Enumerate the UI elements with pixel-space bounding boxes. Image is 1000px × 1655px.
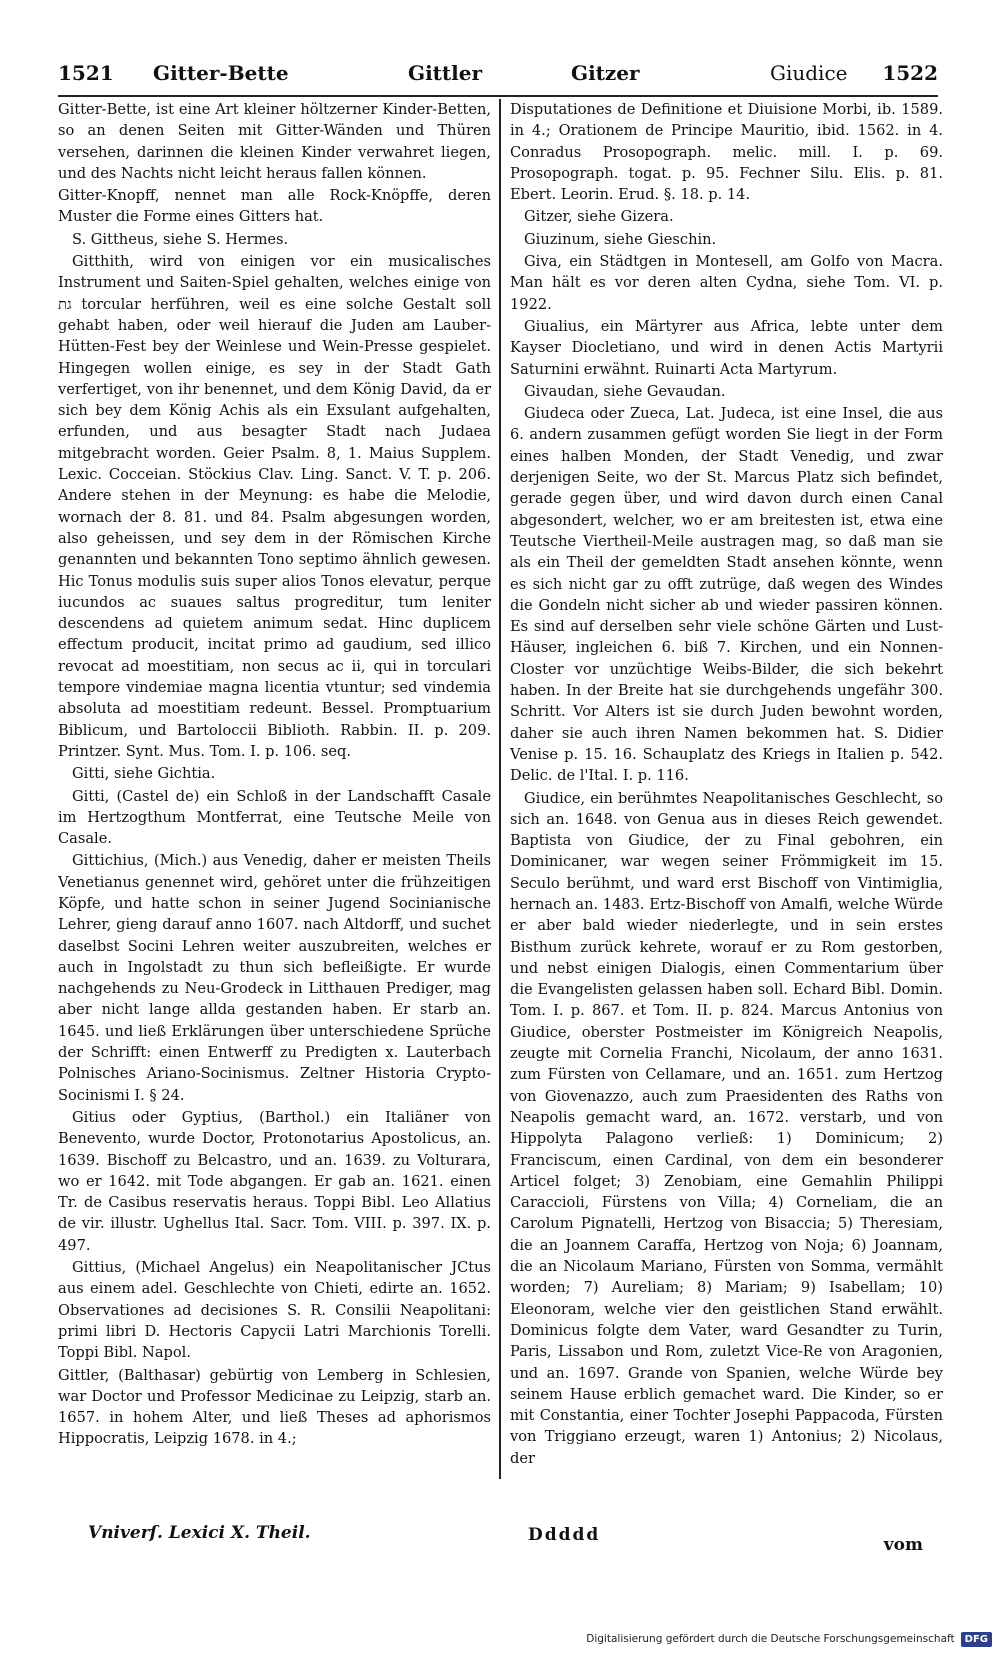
catchword: vom [883, 1535, 923, 1555]
header-keyword-1: Gitter-Bette [153, 61, 289, 85]
entry-giva: Giva, ein Städtgen in Montesell, am Golfo von Macra. Man hält es vor deren alten Cydna, siehe Tom. VI. p. 1922. [510, 253, 943, 313]
text-columns [58, 99, 943, 1519]
entry-gitti-ref: Gitti, siehe Gichtia. [72, 765, 216, 783]
entry-giuzinum: Giuzinum, siehe Gieschin. [524, 230, 717, 248]
left-column [58, 99, 491, 1519]
header-keyword-3: Gitzer [571, 61, 640, 85]
header-keyword-2: Gittler [408, 61, 483, 85]
entry-gittius: Gittius, (Michael Angelus) ein Neapolitanischer JCtus aus einem adel. Geschlechte von Chieti, edirte an. 1652. Observationes ad decisiones S. R. Consilii Neapolitani: primi libri D. Hectoris Capycii Latri Marchionis Torelli. Toppi Bibl. Napol. [58, 1259, 491, 1362]
entry-gittler: Gittler, (Balthasar) gebürtig von Lemberg in Schlesien, war Doctor und Professor Medicinae zu Leipzig, starb an. 1657. in hohem Alter, und ließ Theses ad aphorismos Hippocratis, Leipzig 1678. in 4.; [58, 1366, 491, 1448]
dfg-logo-icon: DFG [961, 1632, 992, 1647]
entry-givaudan: Givaudan, siehe Gevaudan. [524, 382, 726, 400]
entry-gittler-continued: Disputationes de Definitione et Diuisione Morbi, ib. 1589. in 4.; Orationem de Principe Mauritio, ibid. 1562. in 4. Conradus Prosopograph. melic. mill. I. p. 69. Prosopograph. togat. p. 95. Fechner Silu. Elis. p. 81. Ebert. Leorin. Erud. §. 18. p. 14. [510, 101, 943, 204]
digitization-credit [586, 1629, 992, 1649]
entry-giualius: Giualius, ein Märtyrer aus Africa, lebte unter dem Kayser Diocletiano, und wird in denen Actis Martyrii Saturnini erwähnt. Ruinarti Acta Martyrum. [510, 317, 943, 378]
book-page [58, 55, 943, 1635]
entry-gittheus: S. Gittheus, siehe S. Hermes. [72, 230, 289, 248]
gathering-mark: Ddddd [528, 1525, 601, 1545]
entry-gitti-castel: Gitti, (Castel de) ein Schloß in der Landschafft Casale im Hertzogthum Montferrat, eine Teutsche Meile von Casale. [58, 787, 491, 848]
entry-gitter-bette: Gitter-Bette, ist eine Art kleiner höltzerner Kinder-Betten, so an denen Seiten mit Gitter-Wänden und Thüren versehen, darinnen die kleinen Kinder verwahret liegen, und des Nachts nicht leicht heraus fallen können. [58, 101, 491, 182]
header-keyword-4: Giudice [770, 61, 848, 85]
page-number-left: 1521 [58, 61, 114, 85]
entry-gitius: Gitius oder Gyptius, (Barthol.) ein Italiäner von Benevento, wurde Doctor, Protonotarius Apostolicus, an. 1639. Bischoff zu Belcastro, und an. 1639. zu Volturara, wo er 1642. mit Tode abgangen. Er gab an. 1621. einen Tr. de Casibus reservatis heraus. Toppi Bibl. Leo Allatius de vir. illustr. Ughellus Ital. Sacr. Tom. VIII. p. 397. IX. p. 497. [58, 1108, 491, 1254]
entry-gitter-knopff: Gitter-Knopff, nennet man alle Rock-Knöpffe, deren Muster die Forme eines Gitters hat. [58, 187, 491, 226]
entry-giudeca: Giudeca oder Zueca, Lat. Judeca, ist eine Insel, die aus 6. andern zusammen gefügt worden Sie liegt in der Form eines halben Monden, der Stadt Venedig, und zwar derjenigen Seite, wo der St. Marcus Platz sich befindet, gerade gegen über, und wird davon durch einen Canal abgesondert, welcher, wo er am breitesten ist, etwa eine Teutsche Viertheil-Meile austragen mag, so daß man sie als ein Theil der gemeldten Stadt ansehen könnte, wenn es sich nicht gar zu offt zutrüge, daß wegen des Windes die Gondeln nicht sicher ab und wieder passiren können. Es sind auf derselben sehr viele schöne Gärten und Lust-Häuser, ingleichen 6. biß 7. Kirchen, und ein Nonnen-Closter vor unzüchtige Weibs-Bilder, die sich bekehrt haben. In der Breite hat sie durchgehends ungefähr 300. Schritt. Vor Alters ist sie durch Juden bewohnt worden, daher sie auch ihren Namen bekommen hat. S. Didier Venise p. 15. 16. Schauplatz des Kriegs in Italien p. 542. Delic. de l'Ital. I. p. 116. [510, 405, 943, 785]
credit-text: Digitalisierung gefördert durch die Deutsche Forschungsgemeinschaft [586, 1633, 955, 1645]
running-header [58, 55, 938, 97]
entry-gitthith: Gitthith, wird von einigen vor ein musicalisches Instrument und Saiten-Spiel gehalten, welches einige von גת torcular herführen, weil es eine solche Gestalt soll gehabt haben, oder weil hierauf die Juden am Lauber-Hütten-Fest bey der Weinlese und Wein-Presse gespielet. Hingegen wollen einige, es sey in der Stadt Gath verfertiget, von ihr benennet, und dem König David, da er sich bey dem König Achis als ein Exsulant aufgehalten, erfunden, und aus besagter Stadt nach Judaea mitgebracht worden. Geier Psalm. 8, 1. Maius Supplem. Lexic. Cocceian. Stöckius Clav. Ling. Sanct. V. T. p. 206. Andere stehen in der Meynung: es habe die Melodie, wornach der 8. 81. und 84. Psalm abgesungen worden, also geheissen, und sey dem in der Römischen Kirche genannten und bekannten Tono septimo ähnlich gewesen. Hic Tonus modulis suis super alios Tonos elevatur, perque iucundos ac suaues saltus progreditur, tum leniter descendens ad quietem animum sedat. Hinc duplicem effectum producit, incitat primo ad gaudium, sed illico revocat ad moestitiam, non secus ac ii, qui in torculari tempore vindemiae magna licentia vtuntur; sed vindemia absoluta ad moestitiam redeunt. Bessel. Promptuarium Biblicum, und Bartoloccii Biblioth. Rabbin. II. p. 209. Printzer. Synt. Mus. Tom. I. p. 106. seq. [58, 253, 491, 760]
column-divider [499, 99, 501, 1479]
volume-signature: Vniverſ. Lexici X. Theil. [88, 1523, 311, 1543]
entry-gitzer: Gitzer, siehe Gizera. [524, 208, 674, 226]
entry-gittichius: Gittichius, (Mich.) aus Venedig, daher er meisten Theils Venetianus genennet wird, gehöret unter die frühzeitigen Köpfe, und hatte schon in seiner Jugend Socinianische Lehrer, gieng darauf anno 1607. nach Altdorff, und suchet daselbst Socini Lehren weiter auszubreiten, welches er auch in Ingolstadt zu thun sich befleißigte. Er wurde nachgehends zu Neu-Grodeck in Litthauen Prediger, mag aber nicht lange allda gestanden haben. Er starb an. 1645. und ließ Erklärungen über unterschiedene Sprüche der Schrifft: einen Entwerff zu Predigten x. Lauterbach Polnisches Ariano-Socinismus. Zeltner Historia Crypto-Socinismi I. § 24. [58, 852, 491, 1104]
page-number-right: 1522 [882, 61, 938, 85]
page-footer [58, 1523, 938, 1573]
right-column [510, 99, 943, 1519]
entry-giudice: Giudice, ein berühmtes Neapolitanisches Geschlecht, so sich an. 1648. von Genua aus in dieses Reich gewendet. Baptista von Giudice, der zu Final gebohren, ein Dominicaner, war wegen seiner Frömmigkeit im 15. Seculo berühmt, und ward erst Bischoff von Vintimiglia, hernach an. 1483. Ertz-Bischoff von Amalfi, welche Würde er aber bald wieder niederlegte, und in sein erstes Bisthum zurück kehrete, worauf er zu Rom gestorben, und nebst einigen Dialogis, einen Commentarium über die Evangelisten gelassen haben soll. Echard Bibl. Domin. Tom. I. p. 867. et Tom. II. p. 824. Marcus Antonius von Giudice, oberster Postmeister im Königreich Neapolis, zeugte mit Cornelia Franchi, Nicolaum, der anno 1631. zum Fürsten von Cellamare, und an. 1651. zum Hertzog von Giovenazzo, auch zum Praesidenten des Raths von Neapolis gemacht ward, an. 1672. verstarb, und von Hippolyta Palagono verließ: 1) Dominicum; 2) Franciscum, einen Cardinal, von dem ein besonderer Articel folget; 3) Zenobiam, eine Gemahlin Philippi Caraccioli, Fürstens von Villa; 4) Corneliam, die an Carolum Pignatelli, Hertzog von Bisaccia; 5) Theresiam, die an Joannem Caraffa, Hertzog von Noja; 6) Joannam, die an Nicolaum Mariano, Fürsten von Somma, vermählt worden; 7) Aureliam; 8) Mariam; 9) Isabellam; 10) Eleonoram, welche vier den geistlichen Stand erwählt. Dominicus folgte dem Vater, ward Gesandter zu Turin, Paris, Lissabon und Rom, zuletzt Vice-Re von Aragonien, und an. 1697. Grande von Spanien, welche Würde bey seinem Hause erblich gemachet ward. Die Kinder, so er mit Constantia, einer Tochter Josephi Pappacoda, Fürsten von Triggiano erzeugt, waren 1) Antonius; 2) Nicolaus, der [510, 789, 943, 1467]
